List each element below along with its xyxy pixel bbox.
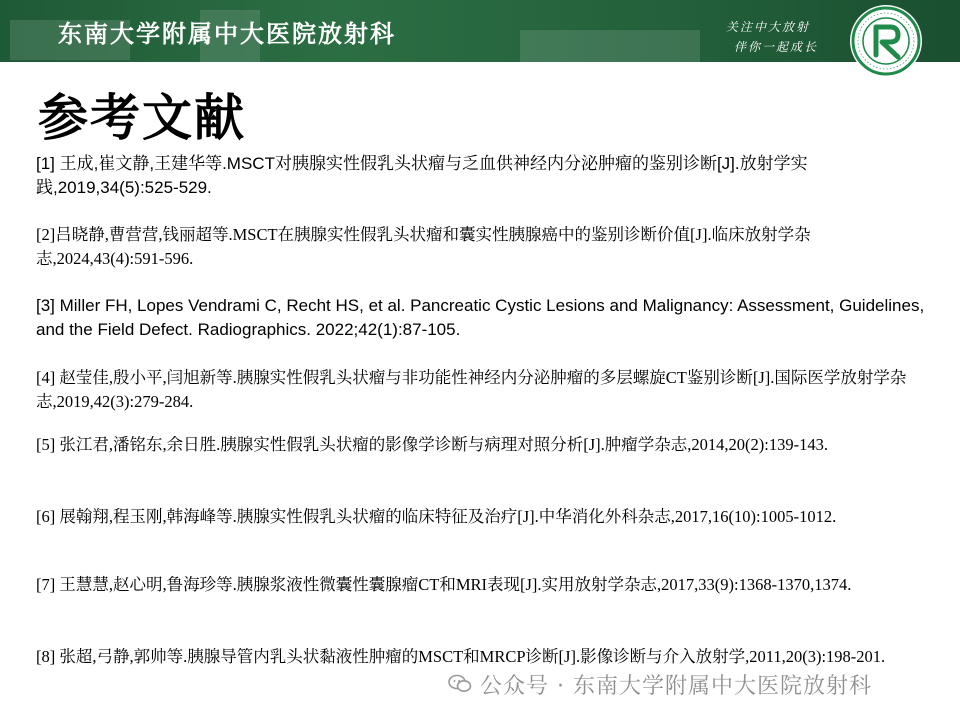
reference-8: [8] 张超,弓静,郭帅等.胰腺导管内乳头状黏液性肿瘤的MSCT和MRCP诊断[J].影像诊断与介入放射学,2011,20(3):198-201. [36, 647, 886, 666]
reference-4: [4] 赵莹佳,殷小平,闫旭新等.胰腺实性假乳头状瘤与非功能性神经内分泌肿瘤的多层螺旋CT鉴别诊断[J].国际医学放射学杂志,2019,42(3):279-284. [36, 368, 907, 411]
hospital-logo [848, 3, 928, 83]
reference-1: [1] 王成,崔文静,王建华等.MSCT对胰腺实性假乳头状瘤与乏血供神经内分泌肿瘤的鉴别诊断[J].放射学实践,2019,34(5):525-529. [36, 154, 808, 197]
page-title: 参考文献 [38, 89, 246, 147]
reference-7: [7] 王慧慧,赵心明,鲁海珍等.胰腺浆液性微囊性囊腺瘤CT和MRI表现[J].实用放射学杂志,2017,33(9):1368-1370,1374. [36, 575, 852, 594]
reference-6: [6] 展翰翔,程玉刚,韩海峰等.胰腺实性假乳头状瘤的临床特征及治疗[J].中华消化外科杂志,2017,16(10):1005-1012. [36, 507, 837, 526]
watermark-text: 公众号 · 东南大学附属中大医院放射科 [480, 673, 872, 699]
header-banner [0, 0, 960, 62]
wechat-icon [448, 674, 472, 694]
slogan-line-1: 关注中大放射 [725, 20, 810, 34]
watermark [448, 668, 872, 700]
reference-3: [3] Miller FH, Lopes Vendrami C, Recht HS, et al. Pancreatic Cystic Lesions and Malignancy: Assessment, Guidelines, and the Field Defect. Radiographics. 2022;42(1):87-105. [36, 296, 925, 339]
reference-5: [5] 张江君,潘铭东,余日胜.胰腺实性假乳头状瘤的影像学诊断与病理对照分析[J].肿瘤学杂志,2014,20(2):139-143. [36, 435, 828, 454]
slogan-line-2: 伴你一起成长 [733, 40, 818, 54]
header-title: 东南大学附属中大医院放射科 [58, 19, 396, 48]
reference-2: [2]吕晓静,曹营营,钱丽超等.MSCT在胰腺实性假乳头状瘤和囊实性胰腺癌中的鉴别诊断价值[J].临床放射学杂志,2024,43(4):591-596. [36, 225, 811, 268]
